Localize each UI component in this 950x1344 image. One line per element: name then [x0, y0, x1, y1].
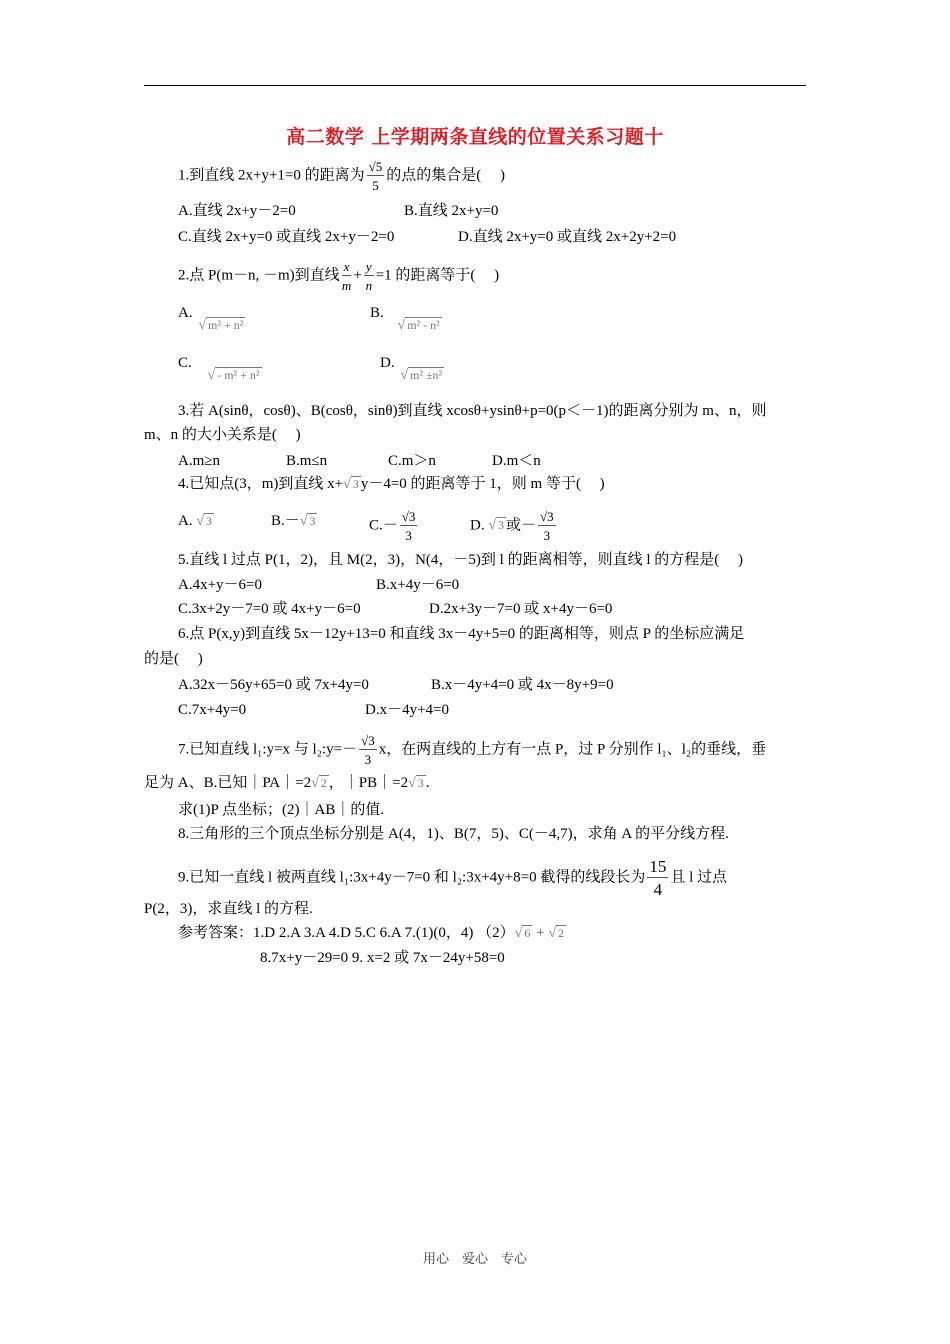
- q4-stem-a: 4.已知点(3，m)到直线 x+: [178, 476, 344, 492]
- q4-option-b: B.－√ 3: [271, 513, 316, 529]
- q6-option-b: B.x－4y+4=0 或 4x－8y+9=0: [431, 677, 614, 693]
- question-3-line-2: m、n 的大小关系是( ): [144, 427, 301, 443]
- q4-option-d: D. √ 3 或－ $\frac{√3}{3}$: [470, 509, 554, 543]
- question-5: 5.直线 l 过点 P(1，2)，且 M(2，3)，N(4，－5)到 l 的距离相等，则直线 l 的方程是( ): [178, 552, 743, 568]
- q2-plus: +: [353, 267, 362, 284]
- question-6-line-1: 6.点 P(x,y)到直线 5x－12y+13=0 和直线 3x－4y+5=0 的距离相等，则点 P 的坐标应满足: [178, 626, 745, 642]
- q6-option-d: D.x－4y+4=0: [365, 702, 450, 718]
- q2-option-a: A. √ m² + n²: [178, 305, 244, 333]
- q2-fraction-y-n: $\frac{y}{n}$: [365, 259, 373, 293]
- q3-option-a: A.m≥n: [178, 453, 220, 469]
- q4-option-c: C.－ $\frac{√3}{3}$: [369, 509, 416, 543]
- answers-line-2: 8.7x+y－29=0 9. x=2 或 7x－24y+58=0: [260, 950, 505, 966]
- q1-option-b: B.直线 2x+y=0: [404, 203, 499, 219]
- q2-option-d: D. √ m² ±n²: [380, 355, 443, 383]
- q1-option-c: C.直线 2x+y=0 或直线 2x+y－2=0: [178, 229, 395, 245]
- q2-option-b: B. √ m² - n²: [370, 305, 440, 333]
- q2-fraction-x-m: $\frac{x}{m}$: [341, 259, 352, 293]
- question-8: 8.三角形的三个顶点坐标分别是 A(4，1)、B(7，5)、C(－4,7)，求角 A 的平分线方程.: [178, 826, 729, 842]
- question-1: [178, 160, 505, 192]
- q3-option-c: C.m＞n: [388, 453, 436, 469]
- q1-option-d: D.直线 2x+y=0 或直线 2x+2y+2=0: [458, 229, 677, 245]
- q1-fraction: $\frac{√5}{5}$: [368, 159, 383, 193]
- question-7-line-3: 求(1)P 点坐标；(2)｜AB｜的值.: [178, 802, 385, 818]
- question-3-line-1: 3.若 A(sinθ，cosθ)、B(cosθ，sinθ)到直线 xcosθ+ysinθ+p=0(p＜－1)的距离分别为 m、n，则: [178, 403, 767, 419]
- q3-option-b: B.m≤n: [286, 453, 328, 469]
- q4-stem-b: y－4=0 的距离等于 1，则 m 等于( ): [360, 476, 605, 492]
- q1-stem-b: 的点的集合是( ): [386, 167, 506, 184]
- q2-stem-a: 2.点 P(m－n, －m)到直线: [178, 267, 340, 284]
- question-6-line-2: 的是( ): [144, 651, 203, 667]
- q5-option-a: A.4x+y－6=0: [178, 577, 263, 593]
- question-9-line-1: 9.已知一直线 l 被两直线 l₁:3x+4y－7=0 和 l₂:3x+4y+8=0 截得的线段长为 $\frac{15}{4}$ 且 l 过点: [178, 857, 728, 899]
- q5-option-b: B.x+4y－6=0: [376, 577, 460, 593]
- question-2: [178, 260, 499, 292]
- q1-option-a: A.直线 2x+y－2=0: [178, 203, 296, 219]
- q2-stem-b: =1 的距离等于( ): [375, 267, 500, 284]
- page-title: 高二数学 上学期两条直线的位置关系习题十: [286, 126, 664, 148]
- q5-option-d: D.2x+3y－7=0 或 x+4y－6=0: [429, 601, 613, 617]
- page-footer: 用心 爱心 专心: [422, 1252, 527, 1267]
- answers-line-1: 参考答案：1.D 2.A 3.A 4.D 5.C 6.A 7.(1)(0，4) （2）√ 6 + √ 2: [178, 925, 565, 941]
- q2-option-c: C. √ - m² + n²: [178, 355, 260, 383]
- q6-option-c: C.7x+4y=0: [178, 702, 247, 718]
- q6-option-a: A.32x－56y+65=0 或 7x+4y=0: [178, 677, 369, 693]
- question-7-line-2: 足为 A、B.已知｜PA｜=2√ 2 ，｜PB｜=2√ 3 .: [144, 775, 430, 791]
- header-rule: [144, 85, 806, 86]
- q3-option-d: D.m＜n: [492, 453, 541, 469]
- question-9-line-2: P(2，3)，求直线 l 的方程.: [144, 901, 313, 917]
- q1-stem-a: 1.到直线 2x+y+1=0 的距离为: [178, 167, 365, 184]
- question-7-line-1: 7.已知直线 l₁:y=x 与 l₂:y=－ $\frac{√3}{3}$ x，在两直线的上方有一点 P，过 P 分别作 l₁、l₂的垂线，垂: [178, 733, 767, 767]
- question-4: 4.已知点(3，m)到直线 x+√ 3 y－4=0 的距离等于 1，则 m 等于( ): [178, 476, 605, 492]
- q5-option-c: C.3x+2y－7=0 或 4x+y－6=0: [178, 601, 361, 617]
- q4-option-a: A. √ 3: [178, 513, 213, 529]
